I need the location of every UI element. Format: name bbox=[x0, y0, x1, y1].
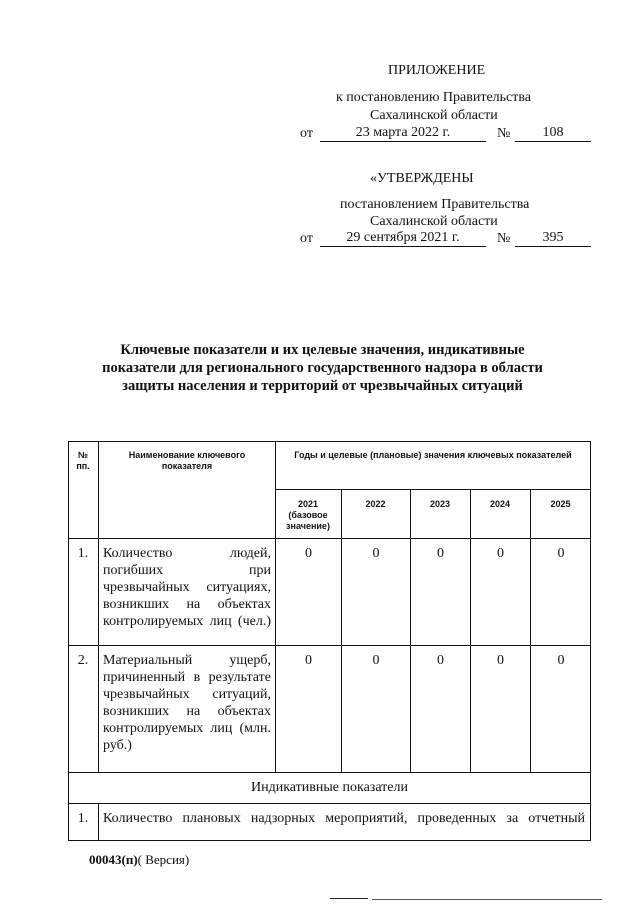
appendix-date: 23 марта 2022 г. bbox=[355, 125, 451, 140]
indicative-row-name: Количество плановых надзорных мероприятий, проведенных за отчетный bbox=[103, 811, 585, 826]
approved-date: 29 сентября 2021 г. bbox=[346, 230, 460, 245]
appendix-line-2: Сахалинской области bbox=[370, 108, 498, 123]
row-1-value-2022: 0 bbox=[372, 546, 380, 561]
table-hline bbox=[68, 772, 591, 773]
row-2-value-2025: 0 bbox=[557, 653, 565, 668]
table-vline bbox=[275, 441, 276, 772]
header-col-years: Годы и целевые (плановые) значения ключевых показателей bbox=[294, 450, 572, 460]
table-vline bbox=[98, 803, 99, 841]
document-title bbox=[60, 341, 585, 395]
row-1-value-2025: 0 bbox=[557, 546, 565, 561]
table-hline bbox=[68, 645, 591, 646]
document-footer bbox=[89, 852, 189, 868]
table-hline bbox=[68, 538, 591, 539]
header-year-2025: 2025 bbox=[550, 499, 571, 509]
approved-from-label: от bbox=[300, 231, 313, 246]
indicative-header: Индикативные показатели bbox=[251, 780, 408, 795]
scan-artifact bbox=[372, 899, 602, 900]
footer-version: ( Версия) bbox=[137, 852, 190, 867]
row-1-value-2023: 0 bbox=[437, 546, 444, 561]
approved-date-underline bbox=[320, 246, 486, 247]
year-2021-note: (базовое значение) bbox=[286, 510, 330, 531]
row-2-value-2024: 0 bbox=[497, 653, 504, 668]
table-vline bbox=[470, 489, 471, 772]
row-1-value-2024: 0 bbox=[497, 546, 504, 561]
row-2-value-2021: 0 bbox=[305, 653, 312, 668]
row-2-name: Материальный ущерб, причиненный в результате чрезвычайных ситуаций, возникших на объектах контролируемых лиц (млн. руб.) bbox=[103, 653, 271, 753]
row-1-number: 1. bbox=[77, 546, 89, 561]
approved-number-underline bbox=[515, 246, 591, 247]
header-year-2021 bbox=[278, 499, 338, 532]
header-year-2022: 2022 bbox=[365, 499, 386, 509]
appendix-date-underline bbox=[320, 141, 486, 142]
header-col-name: Наименование ключевого показателя bbox=[128, 450, 246, 471]
appendix-number-label: № bbox=[497, 126, 511, 141]
approved-heading: «УТВЕРЖДЕНЫ bbox=[370, 171, 474, 186]
header-year-2023: 2023 bbox=[429, 499, 451, 509]
table-vline bbox=[341, 489, 342, 772]
approved-number-label: № bbox=[497, 231, 511, 246]
appendix-line-1: к постановлению Правительства bbox=[336, 90, 532, 105]
table-vline bbox=[98, 441, 99, 772]
approved-line-2: Сахалинской области bbox=[370, 214, 498, 229]
table-vline bbox=[410, 489, 411, 772]
appendix-heading: ПРИЛОЖЕНИЕ bbox=[388, 63, 486, 78]
title-line-2: показатели для регионального государственного надзора в области bbox=[102, 360, 543, 376]
row-1-name: Количество людей, погибших при чрезвычайных ситуациях, возникших на объектах контролируемых лиц (чел.) bbox=[103, 546, 271, 629]
header-year-2024: 2024 bbox=[489, 499, 511, 509]
table-hline bbox=[275, 489, 591, 490]
row-2-value-2023: 0 bbox=[437, 653, 444, 668]
scan-artifact bbox=[330, 898, 368, 899]
row-2-value-2022: 0 bbox=[372, 653, 380, 668]
row-2-number: 2. bbox=[77, 653, 89, 668]
appendix-number-underline bbox=[515, 141, 591, 142]
appendix-number: 108 bbox=[542, 125, 564, 140]
indicative-row-number: 1. bbox=[77, 811, 89, 826]
title-line-3: защиты населения и территорий от чрезвычайных ситуаций bbox=[122, 378, 523, 394]
row-1-value-2021: 0 bbox=[305, 546, 312, 561]
year-2021-label: 2021 bbox=[297, 499, 319, 509]
table-vline bbox=[530, 489, 531, 772]
appendix-from-label: от bbox=[300, 126, 313, 141]
approved-line-1: постановлением Правительства bbox=[340, 197, 530, 212]
table-hline bbox=[68, 803, 591, 804]
title-line-1: Ключевые показатели и их целевые значения, индикативные bbox=[120, 342, 525, 358]
approved-number: 395 bbox=[542, 230, 564, 245]
footer-code: 00043(п) bbox=[89, 852, 138, 867]
header-col-number: № пп. bbox=[76, 450, 90, 471]
